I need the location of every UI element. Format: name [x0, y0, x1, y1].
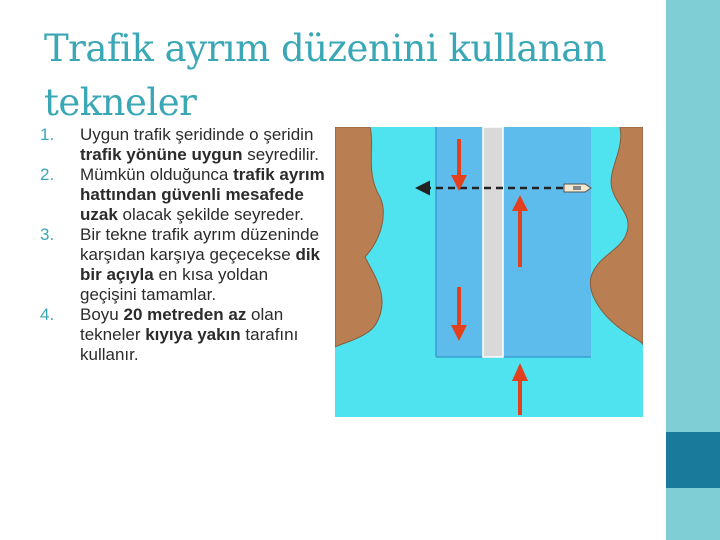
rule-text-4-part-5: tarafını kullanır.: [80, 325, 299, 364]
rule-number-3: 3.: [40, 225, 55, 244]
rule-text-4-part-2: 20 metreden az: [123, 305, 247, 324]
rule-text-1-part-1: Uygun trafik şeridinde o şeridin: [80, 125, 314, 144]
separation-zone: [483, 127, 503, 357]
rule-text-4-part-3: olan tekneler: [80, 305, 284, 344]
rule-text-4-part-1: Boyu: [80, 305, 124, 324]
rule-text-2-part-3: olacak şekilde seyreder.: [117, 205, 304, 224]
rule-text-1-part-3: seyredilir.: [242, 145, 319, 164]
rule-text-3-part-1: Bir tekne trafik ayrım düzeninde karşıdan karşıya geçecekse: [80, 225, 320, 264]
rule-text-1-part-2: trafik yönüne uygun: [80, 145, 243, 164]
boat-icon: [564, 184, 591, 192]
rule-text-2-part-1: Mümkün olduğunca: [80, 165, 234, 184]
rule-item-1: [40, 125, 325, 165]
slide-title-line-1: Trafik ayrım düzenini kullanan: [44, 27, 607, 70]
rule-text-2-part-2: trafik ayrım hattından güvenli mesafede uzak: [80, 165, 325, 224]
rule-item-3: [40, 225, 325, 305]
side-accent-bar-top: [666, 0, 720, 432]
slide-title: [44, 22, 644, 130]
rule-item-2: [40, 165, 325, 225]
traffic-separation-figure: [335, 127, 643, 417]
rule-number-4: 4.: [40, 305, 55, 324]
side-accent-bar-bottom: [666, 488, 720, 540]
rule-text-3-part-3: en kısa yoldan geçişini tamamlar.: [80, 265, 269, 304]
rule-text-4-part-4: kıyıya yakın: [145, 325, 241, 344]
slide-title-line-2: tekneler: [44, 81, 197, 124]
rules-list: [40, 125, 325, 365]
rule-number-1: 1.: [40, 125, 55, 144]
side-accent-bar-middle: [666, 432, 720, 488]
rule-number-2: 2.: [40, 165, 55, 184]
rule-text-3-part-2: dik bir açıyla: [80, 245, 321, 284]
rule-item-4: [40, 305, 325, 365]
